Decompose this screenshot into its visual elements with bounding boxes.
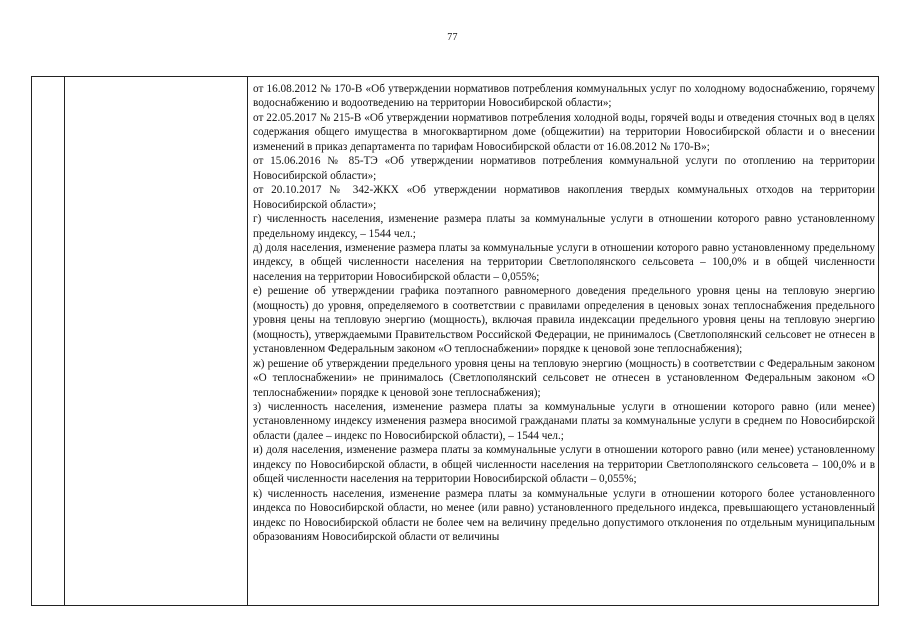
table-cell-content [253, 82, 875, 604]
paragraph: от 16.08.2012 № 170-В «Об утверждении нормативов потребления коммунальных услуг по холодному водоснабжению, горячему водоснабжению и водоотведению на территории Новосибирской области»; [253, 83, 875, 110]
paragraph: и) доля населения, изменение размера платы за коммунальные услуги в отношении которого равно (или менее) установленному индексу по Новосибирской области, в общей численности населения на территории Светлополянского сельсовета – 100,0% и в общей численности населения на территории Новосибирской области – 0,055%; [253, 444, 875, 486]
document-table [31, 76, 879, 606]
column-divider-2 [247, 77, 248, 605]
paragraph: з) численность населения, изменение размера платы за коммунальные услуги в отношении которого равно (или менее) установленному индексу изменения размера вносимой гражданами платы за коммунальные услуги в среднем по Новосибирской области (далее – индекс по Новосибирской области), – 1544 чел.; [253, 400, 875, 442]
paragraph: г) численность населения, изменение размера платы за коммунальные услуги в отношении которого равно установленному предельному индексу, – 1544 чел.; [253, 213, 875, 240]
page-number: 77 [447, 32, 458, 43]
paragraph: д) доля населения, изменение размера платы за коммунальные услуги в отношении которого равно установленному предельному индексу, в общей численности населения на территории Светлополянского сельсовета – 100,0% и в общей численности населения на территории Новосибирской области – 0,055%; [253, 241, 875, 283]
paragraph: от 20.10.2017 № 342-ЖКХ «Об утверждении нормативов накопления твердых коммунальных отходов на территории Новосибирской области»; [253, 184, 875, 211]
paragraph: к) численность населения, изменение размера платы за коммунальные услуги в отношении которого более установленного индекса по Новосибирской области, но менее (или равно) установленного предельного индекса, превышающего установленный индекс по Новосибирской области не более чем на величину предельно допустимого отклонения по отдельным муниципальным образованиям Новосибирской области от величины [253, 487, 875, 544]
paragraph: от 15.06.2016 № 85-ТЭ «Об утверждении нормативов потребления коммунальной услуги по отоплению на территории Новосибирской области»; [253, 155, 875, 182]
paragraph: ж) решение об утверждении предельного уровня цены на тепловую энергию (мощность) в соответствии с Федеральным законом «О теплоснабжении» не принималось (Светлополянский сельсовет не отнесен в установленном Федеральным законом «О теплоснабжении» порядке к ценовой зоне теплоснабжения); [253, 357, 875, 399]
column-divider-1 [64, 77, 65, 605]
paragraph: от 22.05.2017 № 215-В «Об утверждении нормативов потребления холодной воды, горячей воды и отведения сточных вод в целях содержания общего имущества в многоквартирном доме (общежитии) на территории Новосибирской области и о внесении изменений в приказ департамента по тарифам Новосибирской области от 16.08.2012 № 170-В»; [253, 111, 875, 153]
paragraph: е) решение об утверждении графика поэтапного равномерного доведения предельного уровня цены на тепловую энергию (мощность) до уровня, определяемого в соответствии с правилами определения в ценовых зонах теплоснабжения предельного уровня цены на тепловую энергию (мощность), включая правила индексации предельного уровня цены на тепловую энергию (мощность), утверждаемыми Правительством Российской Федерации, не принималось (Светлополянский сельсовет не отнесен в установленном Федеральным законом «О теплоснабжении» порядке к ценовой зоне теплоснабжения); [253, 285, 875, 356]
